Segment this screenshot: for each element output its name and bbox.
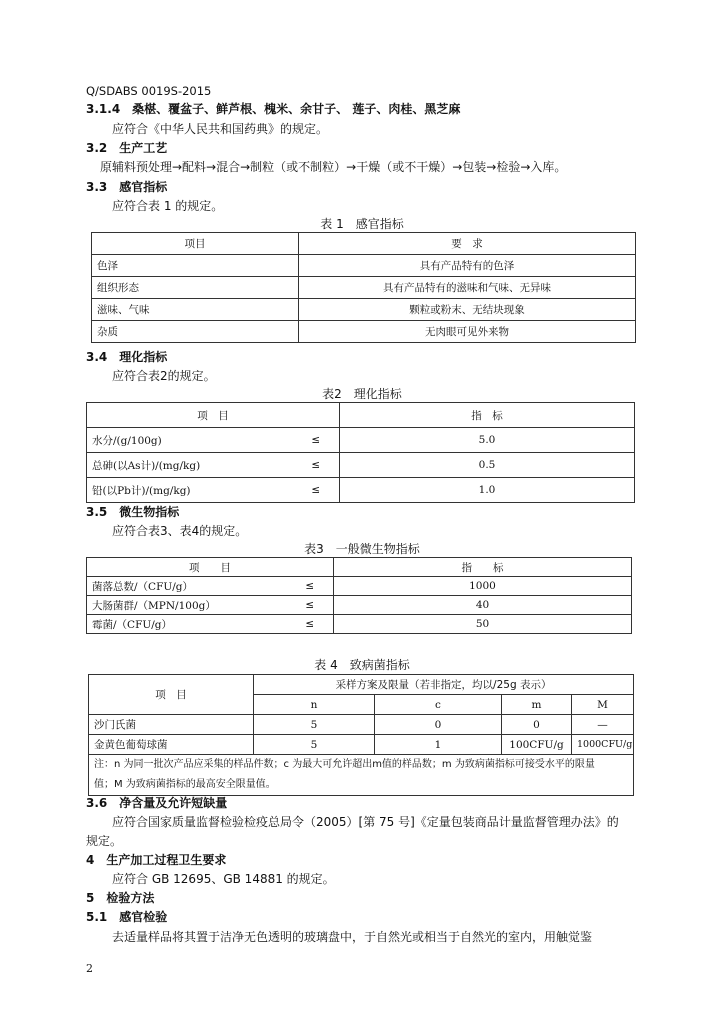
- table-row: [87, 428, 635, 453]
- table-header-cell: 指 标: [334, 558, 632, 577]
- table-note-line: 注：n 为同一批次产品应采集的样品件数；c 为最大可允许超出m值的样品数；m 为致病菌指标可接受水平的限量: [94, 759, 595, 770]
- section-3-4-body: 应符合表2的规定。: [112, 369, 216, 383]
- table-cell: 总砷(以As计)/(mg/kg): [87, 453, 293, 478]
- table-cell: 铅(以Pb计)/(mg/kg): [87, 478, 293, 503]
- table-row: [92, 321, 636, 343]
- section-3-6-title: 3.6 净含量及允许短缺量: [86, 796, 228, 810]
- table-cell: ≤: [287, 596, 334, 615]
- table-cell: ≤: [293, 428, 340, 453]
- table-cell: ≤: [287, 577, 334, 596]
- table-2-caption: 表2 理化指标: [322, 387, 402, 401]
- table-cell: 滋味、气味: [92, 299, 299, 321]
- table-cell: 1.0: [340, 478, 635, 503]
- table-1-caption: 表 1 感官指标: [320, 217, 404, 231]
- table-row: [92, 299, 636, 321]
- table-cell: 100CFU/g: [502, 735, 572, 755]
- table-cell: 1: [375, 735, 502, 755]
- table-row: [89, 715, 634, 735]
- table-header-cell: 要 求: [299, 233, 636, 255]
- section-3-1-4-body: 应符合《中华人民共和国药典》的规定。: [112, 122, 329, 136]
- section-3-6-body-line: 应符合国家质量监督检验检疫总局令（2005）[第 75 号]《定量包装商品计量监督管理办法》的: [112, 815, 619, 829]
- table-row: [87, 558, 632, 577]
- table-row: [87, 453, 635, 478]
- section-3-4-title: 3.4 理化指标: [86, 350, 168, 364]
- table-header-cell: n: [254, 695, 375, 715]
- section-3-1-4-title: 3.1.4 桑椹、覆盆子、鲜芦根、槐米、余甘子、 莲子、肉桂、黑芝麻: [86, 102, 461, 116]
- table-header-cell: 项 目: [87, 558, 334, 577]
- table-cell: 具有产品特有的色泽: [299, 255, 636, 277]
- table-cell: ≤: [287, 615, 334, 634]
- table-row: [89, 755, 634, 796]
- table-cell: 0.5: [340, 453, 635, 478]
- table-header-cell: M: [572, 695, 634, 715]
- table-header-cell: 项 目: [87, 403, 340, 428]
- table-row: [92, 277, 636, 299]
- table-cell: 5: [254, 735, 375, 755]
- table-cell: 大肠菌群/（MPN/100g）: [87, 596, 287, 615]
- table-cell: 0: [502, 715, 572, 735]
- table-cell: 色泽: [92, 255, 299, 277]
- table-header-cell: 指 标: [340, 403, 635, 428]
- table-3-caption: 表3 一般微生物指标: [304, 542, 420, 556]
- table-header-cell: 项目: [92, 233, 299, 255]
- table-cell: —: [572, 715, 634, 735]
- table-header-cell: c: [375, 695, 502, 715]
- table-4: [88, 674, 634, 796]
- table-cell: 无肉眼可见外来物: [299, 321, 636, 343]
- table-cell: 金黄色葡萄球菌: [89, 735, 254, 755]
- table-header-cell: m: [502, 695, 572, 715]
- section-4-title: 4 生产加工过程卫生要求: [86, 853, 227, 867]
- table-cell: ≤: [293, 453, 340, 478]
- table-row: [89, 675, 634, 695]
- table-row: [87, 403, 635, 428]
- table-2: [86, 402, 635, 503]
- section-3-6-body-line: 规定。: [86, 834, 123, 848]
- section-5-title: 5 检验方法: [86, 891, 155, 905]
- table-row: [87, 596, 632, 615]
- table-header-cell: 项 目: [89, 675, 254, 715]
- table-cell: 组织形态: [92, 277, 299, 299]
- document-code: Q/SDABS 0019S-2015: [86, 84, 212, 98]
- table-cell: 5: [254, 715, 375, 735]
- table-cell: 霉菌/（CFU/g）: [87, 615, 287, 634]
- table-row: [87, 615, 632, 634]
- section-4-body: 应符合 GB 12695、GB 14881 的规定。: [112, 872, 335, 886]
- table-row: [92, 233, 636, 255]
- table-cell: 40: [334, 596, 632, 615]
- section-5-1-body: 去适量样品将其置于洁净无色透明的玻璃盘中，于自然光或相当于自然光的室内，用触觉鉴: [112, 930, 593, 944]
- table-cell: ≤: [293, 478, 340, 503]
- table-cell: 50: [334, 615, 632, 634]
- table-3: [86, 557, 632, 634]
- table-row: [89, 735, 634, 755]
- table-header-cell: 采样方案及限量（若非指定，均以/25g 表示）: [254, 675, 634, 695]
- table-row: [92, 255, 636, 277]
- section-3-2-body: 原辅料预处理→配料→混合→制粒（或不制粒）→干燥（或不干燥）→包装→检验→入库。: [100, 160, 567, 174]
- page-number: 2: [86, 962, 93, 975]
- table-cell: 1000CFU/g: [572, 735, 634, 755]
- table-cell: 0: [375, 715, 502, 735]
- table-cell: 1000: [334, 577, 632, 596]
- table-cell: 5.0: [340, 428, 635, 453]
- table-row: [87, 478, 635, 503]
- section-3-3-body: 应符合表 1 的规定。: [112, 199, 224, 213]
- table-cell: 杂质: [92, 321, 299, 343]
- table-note: [89, 755, 634, 796]
- table-note-line: 值；M 为致病菌指标的最高安全限量值。: [94, 779, 276, 790]
- table-1: [91, 232, 636, 343]
- section-3-5-title: 3.5 微生物指标: [86, 505, 180, 519]
- section-5-1-title: 5.1 感官检验: [86, 910, 168, 924]
- section-3-2-title: 3.2 生产工艺: [86, 141, 168, 155]
- section-3-5-body: 应符合表3、表4的规定。: [112, 524, 248, 538]
- table-row: [87, 577, 632, 596]
- table-cell: 具有产品特有的滋味和气味、无异味: [299, 277, 636, 299]
- table-cell: 菌落总数/（CFU/g）: [87, 577, 287, 596]
- table-cell: 水分/(g/100g): [87, 428, 293, 453]
- section-3-3-title: 3.3 感官指标: [86, 180, 168, 194]
- table-cell: 颗粒或粉末、无结块现象: [299, 299, 636, 321]
- table-cell: 沙门氏菌: [89, 715, 254, 735]
- table-4-caption: 表 4 致病菌指标: [314, 658, 410, 672]
